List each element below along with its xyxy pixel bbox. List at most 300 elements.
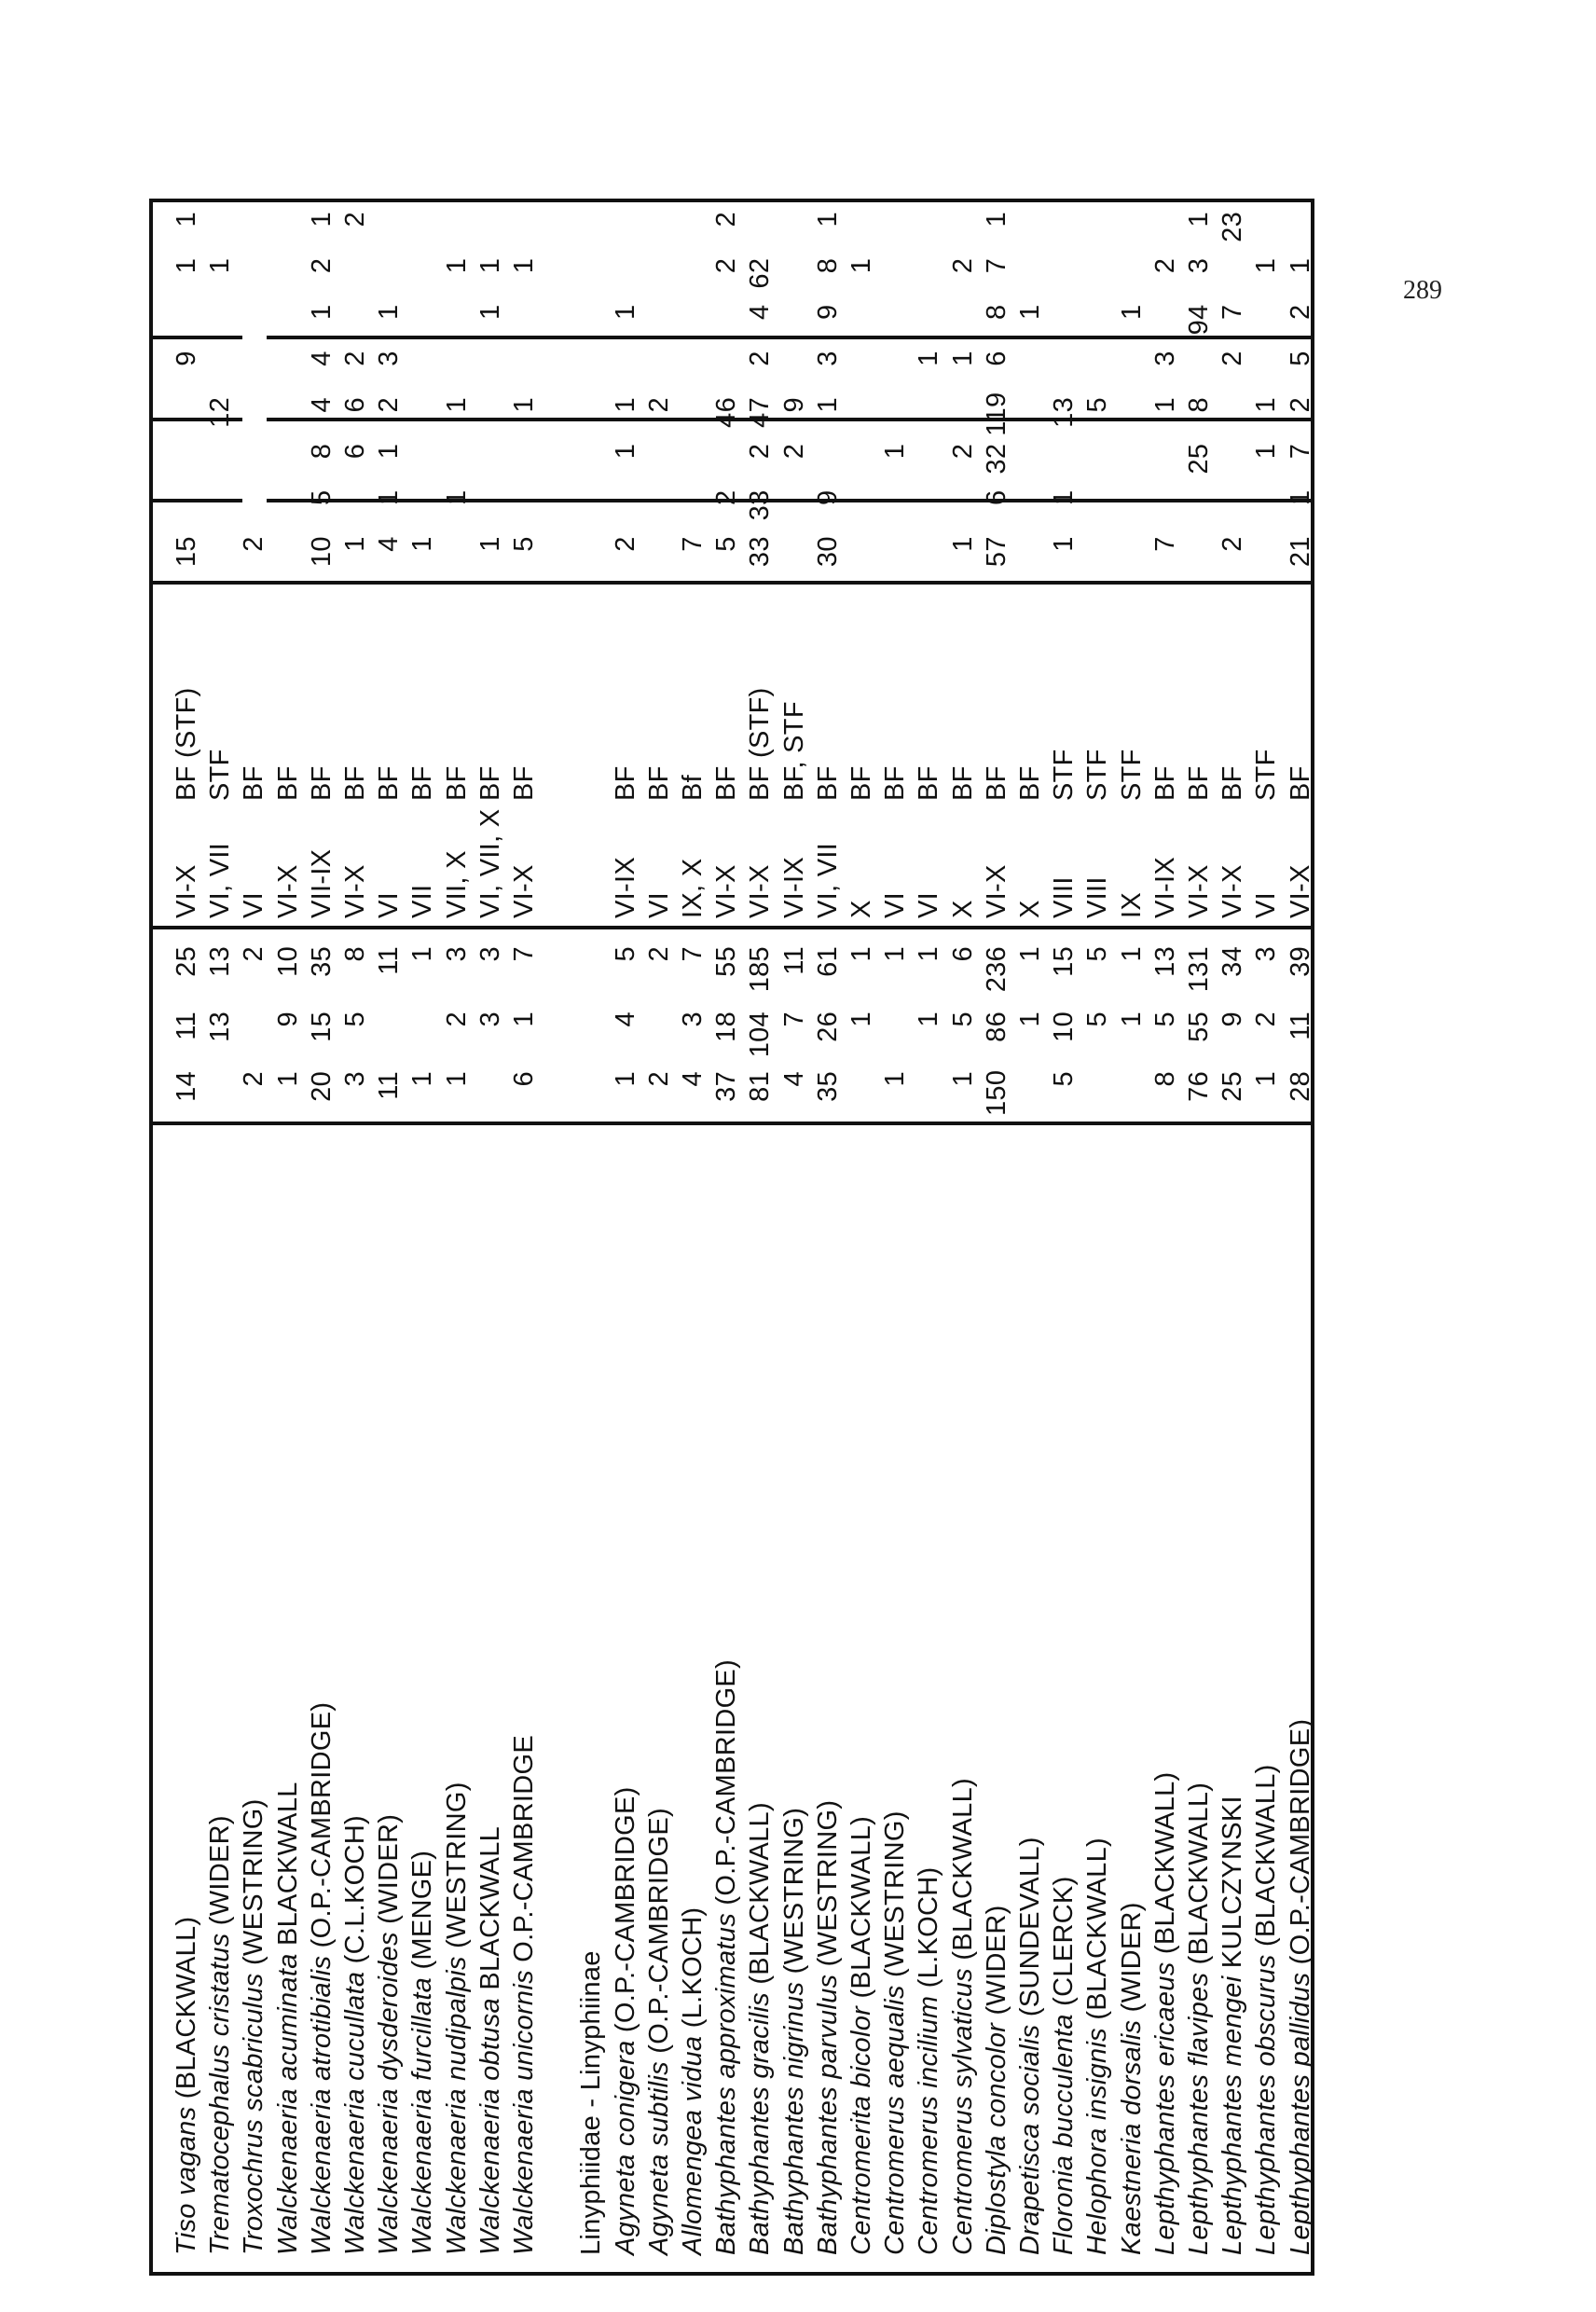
table-cell-col-10: 1 xyxy=(374,304,405,320)
table-row xyxy=(946,202,980,2272)
table-cell-col-4: BF xyxy=(407,765,438,801)
table-cell-col-0: 1 xyxy=(610,1071,640,1087)
species-name xyxy=(507,1735,541,2255)
table-cell-col-1: 1 xyxy=(509,1012,539,1027)
species-author: BLACKWALL xyxy=(475,1825,505,1990)
species-binomial: Agyneta conigera xyxy=(610,2040,640,2255)
table-cell-col-11: 1 xyxy=(205,257,236,274)
table-cell-col-3: VI-IX xyxy=(610,857,640,918)
table-cell-col-3: VI, VII xyxy=(812,842,843,918)
table-cell-col-8: 1 xyxy=(610,397,640,413)
table-cell-col-4: STF xyxy=(1049,749,1080,801)
table-cell-col-3: VI-X xyxy=(1184,864,1214,918)
table-row xyxy=(1115,202,1149,2272)
species-name xyxy=(676,1907,709,2255)
table-row xyxy=(878,202,912,2272)
species-author: (BLACKWALL) xyxy=(947,1778,978,1961)
species-binomial: Lepthyphantes obscurus xyxy=(1251,1954,1282,2255)
table-cell-col-4: BF xyxy=(947,765,978,801)
table-cell-col-3: VI-X xyxy=(509,864,539,918)
species-binomial: Diplostyla concolor xyxy=(981,2022,1011,2255)
table-row xyxy=(507,202,541,2272)
table-cell-col-11: 1 xyxy=(172,257,201,274)
table-cell-col-2: 1 xyxy=(1116,946,1147,962)
species-binomial: Centromerus sylvaticus xyxy=(947,1968,978,2255)
table-cell-col-10: 9 xyxy=(812,304,843,320)
species-author: (BLACKWALL) xyxy=(1149,1771,1180,1955)
table-row xyxy=(1080,202,1114,2272)
table-cell-col-1: 3 xyxy=(475,1012,505,1027)
table-cell-col-11: 1 xyxy=(475,257,505,274)
table-cell-col-6: 5 xyxy=(306,489,337,505)
table-cell-col-0: 25 xyxy=(1218,1071,1248,1102)
table-cell-col-3: VI xyxy=(914,892,944,918)
table-row xyxy=(440,202,474,2272)
species-author: (WESTRING) xyxy=(441,1782,472,1948)
table-cell-col-12: 1 xyxy=(306,212,337,227)
species-binomial: Lepthyphantes flavipes xyxy=(1184,1972,1214,2255)
species-name xyxy=(845,1816,878,2255)
table-cell-col-2: 1 xyxy=(880,946,911,962)
table-row xyxy=(845,202,878,2272)
table-cell-col-4: STF xyxy=(205,749,236,801)
table-cell-col-3: IX xyxy=(1116,892,1147,918)
table-row xyxy=(541,202,574,2272)
table-cell-col-6: 2 xyxy=(711,489,742,505)
table-cell-col-0: 6 xyxy=(509,1071,539,1087)
table-cell-col-7: 1 xyxy=(374,443,405,460)
table-cell-col-4: Bf xyxy=(678,775,708,801)
species-name xyxy=(474,1826,507,2255)
table-cell-col-7: 1 xyxy=(880,443,911,460)
table-cell-col-10: 1 xyxy=(1116,304,1147,320)
table-cell-col-3: VIII xyxy=(1082,876,1113,918)
species-binomial: Kaestneria dorsalis xyxy=(1116,2019,1147,2255)
table-cell-col-4: BF xyxy=(1015,765,1045,801)
table-cell-col-0: 28 xyxy=(1285,1071,1315,1102)
table-cell-col-5: 21 xyxy=(1285,536,1315,568)
table-cell-col-1: 13 xyxy=(205,1012,236,1042)
table-cell-col-11: 2 xyxy=(711,257,742,274)
table-cell-col-10: 94 xyxy=(1184,304,1214,336)
table-cell-col-4: BF xyxy=(1218,765,1248,801)
table-row xyxy=(980,202,1013,2272)
table-cell-col-0: 1 xyxy=(1251,1071,1282,1087)
table-cell-col-8: 8 xyxy=(1184,397,1214,413)
table-cell-col-10: 7 xyxy=(1218,304,1248,320)
species-table xyxy=(149,199,1314,2276)
table-cell-col-3: VI-X xyxy=(172,864,201,918)
table-cell-col-3: VIII xyxy=(1049,876,1080,918)
table-cell-col-9: 6 xyxy=(981,351,1011,366)
table-row xyxy=(1013,202,1047,2272)
species-name xyxy=(1216,1796,1249,2255)
table-cell-col-0: 11 xyxy=(374,1071,405,1100)
table-cell-col-9: 2 xyxy=(745,351,776,366)
species-name xyxy=(609,1786,642,2255)
species-name xyxy=(1284,1719,1317,2255)
table-cell-col-2: 10 xyxy=(272,946,303,977)
table-cell-col-2: 13 xyxy=(205,946,236,977)
table-row xyxy=(305,202,338,2272)
table-cell-col-2: 5 xyxy=(1082,946,1113,962)
table-cell-col-0: 1 xyxy=(407,1071,438,1087)
table-cell-col-0: 35 xyxy=(812,1071,843,1102)
table-cell-col-8: 2 xyxy=(374,397,405,413)
table-cell-col-8: 1 xyxy=(441,397,472,413)
species-name xyxy=(338,1815,372,2255)
table-cell-col-7: 32 xyxy=(981,443,1011,475)
table-cell-col-6: 1 xyxy=(1049,489,1080,505)
species-name xyxy=(777,1808,811,2255)
table-cell-col-0: 76 xyxy=(1184,1071,1214,1102)
table-cell-col-2: 39 xyxy=(1285,946,1315,977)
table-cell-col-2: 6 xyxy=(947,946,978,962)
species-author: (WESTRING) xyxy=(880,1810,911,1977)
table-cell-col-3: X xyxy=(846,900,876,918)
table-row xyxy=(811,202,845,2272)
species-author: (WESTRING) xyxy=(239,1798,269,1966)
species-name xyxy=(170,1917,203,2255)
table-row xyxy=(203,202,237,2272)
table-cell-col-1: 5 xyxy=(947,1012,978,1027)
family-heading: Linyphiidae - Linyphiinae xyxy=(576,1950,607,2255)
table-cell-col-4: BF xyxy=(272,765,303,801)
table-cell-col-11: 1 xyxy=(846,257,876,274)
table-cell-col-2: 1 xyxy=(407,946,438,962)
species-author: (BLACKWALL) xyxy=(172,1916,201,2099)
species-name xyxy=(574,1950,608,2255)
table-row xyxy=(609,202,642,2272)
table-cell-col-5: 1 xyxy=(407,536,438,552)
table-row xyxy=(372,202,406,2272)
table-cell-col-5: 2 xyxy=(610,536,640,552)
table-cell-col-1: 1 xyxy=(1116,1012,1147,1027)
table-cell-col-6: 6 xyxy=(981,489,1011,505)
species-binomial: Bathyphantes gracilis xyxy=(745,1992,776,2255)
table-cell-col-0: 1 xyxy=(272,1071,303,1087)
table-cell-col-2: 2 xyxy=(239,946,269,962)
table-cell-col-2: 61 xyxy=(812,946,843,977)
table-cell-col-3: VI-X xyxy=(981,864,1011,918)
table-cell-col-8: 12 xyxy=(205,397,236,428)
table-cell-col-6: 1 xyxy=(441,489,472,505)
table-cell-col-2: 15 xyxy=(1049,946,1080,977)
table-cell-col-2: 3 xyxy=(475,946,505,962)
species-author: (BLACKWALL) xyxy=(745,1802,776,1985)
table-cell-col-7: 1 xyxy=(1251,443,1282,460)
table-row xyxy=(170,202,203,2272)
table-cell-col-2: 35 xyxy=(306,946,337,977)
table-cell-col-10: 8 xyxy=(981,304,1011,320)
table-row xyxy=(406,202,439,2272)
table-cell-col-1: 1 xyxy=(1015,1012,1045,1027)
table-cell-col-2: 185 xyxy=(745,946,776,993)
species-author: (O.P.-CAMBRIDGE) xyxy=(306,1701,337,1948)
table-cell-col-4: BF xyxy=(880,765,911,801)
species-author: KULCZYNSKI xyxy=(1218,1796,1248,1969)
species-author: (WESTRING) xyxy=(812,1799,843,1967)
species-name xyxy=(1182,1782,1216,2255)
species-binomial: Troxochrus scabriculus xyxy=(239,1973,269,2255)
table-cell-col-2: 55 xyxy=(711,946,742,977)
species-name xyxy=(305,1702,338,2255)
species-binomial: Walckenaeria atrotibialis xyxy=(306,1955,337,2255)
species-author: (BLACKWALL) xyxy=(1184,1782,1214,1965)
table-cell-col-5: 1 xyxy=(1049,536,1080,552)
table-cell-col-4: BF xyxy=(340,765,370,801)
table-cell-col-3: VI-X xyxy=(1218,864,1248,918)
species-author: (WIDER) xyxy=(374,1813,405,1924)
table-cell-col-4: BF xyxy=(1184,765,1214,801)
species-author: (WIDER) xyxy=(1116,1902,1147,2013)
table-cell-col-12: 23 xyxy=(1218,212,1248,242)
table-row xyxy=(474,202,507,2272)
species-author: (MENGE) xyxy=(407,1850,438,1970)
species-binomial: Walckenaeria dysderoides xyxy=(374,1932,405,2255)
table-cell-col-11: 1 xyxy=(441,257,472,274)
species-binomial: Centromerita bicolor xyxy=(846,2005,876,2255)
table-cell-col-3: VI xyxy=(1251,892,1282,918)
table-cell-col-1: 55 xyxy=(1184,1012,1214,1042)
species-binomial: Walckenaeria acuminata xyxy=(272,1953,303,2255)
table-cell-col-3: VI-X xyxy=(745,864,776,918)
table-cell-col-9: 1 xyxy=(914,351,944,366)
table-cell-col-3: VI-IX xyxy=(1149,857,1180,918)
table-cell-col-2: 25 xyxy=(172,946,201,977)
table-cell-col-0: 4 xyxy=(778,1071,809,1087)
table-cell-col-2: 11 xyxy=(778,946,809,975)
table-cell-col-1: 86 xyxy=(981,1012,1011,1042)
species-name xyxy=(1149,1771,1182,2255)
table-cell-col-1: 11 xyxy=(172,1012,201,1040)
species-binomial: Floronia bucculenta xyxy=(1049,2014,1080,2255)
species-author: (WESTRING) xyxy=(778,1807,809,1975)
table-cell-col-2: 236 xyxy=(981,946,1011,993)
species-name xyxy=(372,1814,406,2255)
table-cell-col-9: 1 xyxy=(947,351,978,366)
table-row xyxy=(709,202,743,2272)
table-cell-col-5: 7 xyxy=(1149,536,1180,552)
table-cell-col-5: 33 xyxy=(745,536,776,568)
species-name xyxy=(980,1905,1013,2255)
table-cell-col-1: 104 xyxy=(745,1012,776,1058)
table-cell-col-4: BF xyxy=(475,765,505,801)
table-cell-col-1: 2 xyxy=(1251,1012,1282,1027)
species-name xyxy=(642,1808,676,2255)
species-binomial: Walckenaeria cucullata xyxy=(340,1971,370,2255)
table-cell-col-10: 1 xyxy=(1015,304,1045,320)
table-cell-col-0: 150 xyxy=(981,1069,1011,1116)
species-name xyxy=(1115,1902,1149,2255)
table-cell-col-5: 2 xyxy=(239,536,269,552)
table-cell-col-3: VI xyxy=(374,892,405,918)
table-cell-col-12: 1 xyxy=(812,212,843,227)
table-cell-col-9: 3 xyxy=(374,351,405,366)
table-cell-col-10: 4 xyxy=(745,304,776,320)
species-binomial: Tiso vagans xyxy=(172,2106,201,2255)
table-cell-col-2: 11 xyxy=(374,946,405,975)
table-cell-col-5: 57 xyxy=(981,536,1011,568)
table-cell-col-3: VI-X xyxy=(1285,864,1315,918)
table-row xyxy=(1249,202,1283,2272)
table-cell-col-3: VII, X xyxy=(441,850,472,918)
table-cell-col-0: 1 xyxy=(947,1071,978,1087)
table-cell-col-8: 46 xyxy=(711,397,742,428)
species-binomial: Centromerus aequalis xyxy=(880,1985,911,2255)
table-cell-col-4: BF xyxy=(812,765,843,801)
table-cell-col-2: 7 xyxy=(509,946,539,962)
table-cell-col-10: 1 xyxy=(475,304,505,320)
table-cell-col-4: BF, STF xyxy=(778,701,809,801)
table-cell-col-4: BF xyxy=(914,765,944,801)
table-cell-col-5: 1 xyxy=(340,536,370,552)
table-cell-col-11: 1 xyxy=(1285,257,1315,274)
table-cell-col-0: 14 xyxy=(172,1071,201,1102)
species-name xyxy=(203,1815,237,2255)
table-cell-col-1: 11 xyxy=(1285,1012,1315,1040)
table-cell-col-2: 1 xyxy=(914,946,944,962)
table-cell-col-8: 2 xyxy=(643,397,674,413)
table-cell-col-3: VI-X xyxy=(272,864,303,918)
table-cell-col-5: 5 xyxy=(509,536,539,552)
table-cell-col-11: 62 xyxy=(745,257,776,289)
table-cell-col-12: 1 xyxy=(1184,212,1214,227)
table-cell-col-1: 5 xyxy=(340,1012,370,1027)
table-cell-col-4: BF (STF) xyxy=(172,687,201,801)
table-cell-col-9: 3 xyxy=(812,351,843,366)
table-cell-col-1: 26 xyxy=(812,1012,843,1042)
table-cell-col-8: 119 xyxy=(981,392,1011,436)
table-cell-col-0: 2 xyxy=(239,1071,269,1087)
table-cell-col-8: 2 xyxy=(1285,397,1315,413)
table-cell-col-8: 13 xyxy=(1049,397,1080,428)
table-cell-col-2: 2 xyxy=(643,946,674,962)
table-cell-col-4: BF (STF) xyxy=(745,687,776,801)
species-binomial: Walckenaeria furcillata xyxy=(407,1976,438,2255)
table-cell-col-12: 2 xyxy=(711,212,742,227)
table-cell-col-7: 2 xyxy=(745,443,776,460)
species-name xyxy=(743,1802,777,2255)
species-name xyxy=(1080,1837,1114,2255)
table-cell-col-9: 2 xyxy=(1218,351,1248,366)
table-cell-col-4: BF xyxy=(846,765,876,801)
table-cell-col-3: IX, X xyxy=(678,858,708,918)
species-binomial: Helophora insignis xyxy=(1082,2028,1113,2255)
species-name xyxy=(1249,1764,1283,2255)
species-binomial: Centromerus incilium xyxy=(914,1995,944,2255)
table-cell-col-3: VII xyxy=(407,884,438,918)
table-cell-col-2: 8 xyxy=(340,946,370,962)
table-cell-col-3: VI, VII xyxy=(205,842,236,918)
table-cell-col-6: 9 xyxy=(812,489,843,505)
table-cell-col-9: 3 xyxy=(1149,351,1180,366)
table-cell-col-5: 1 xyxy=(475,536,505,552)
species-binomial: Bathyphantes approximatus xyxy=(711,1913,742,2255)
table-cell-col-10: 1 xyxy=(306,304,337,320)
table-cell-col-7: 2 xyxy=(947,443,978,460)
table-cell-col-5: 7 xyxy=(678,536,708,552)
table-cell-col-11: 2 xyxy=(306,257,337,274)
species-author: O.P.-CAMBRIDGE xyxy=(509,1735,539,1962)
table-cell-col-8: 6 xyxy=(340,397,370,413)
table-cell-col-4: BF xyxy=(509,765,539,801)
species-author: (L.KOCH) xyxy=(678,1906,708,2029)
table-cell-col-0: 81 xyxy=(745,1071,776,1102)
table-cell-col-1: 3 xyxy=(678,1012,708,1027)
table-cell-col-3: VI, VII, X xyxy=(475,808,505,918)
table-cell-col-8: 1 xyxy=(812,397,843,413)
table-cell-col-3: VI-X xyxy=(711,864,742,918)
table-row xyxy=(271,202,305,2272)
table-row xyxy=(777,202,811,2272)
species-name xyxy=(912,1867,945,2255)
species-binomial: Allomengea vidua xyxy=(678,2035,708,2255)
page-number: 289 xyxy=(1403,276,1442,305)
table-cell-col-4: BF xyxy=(374,765,405,801)
species-author: (WIDER) xyxy=(981,1905,1011,2016)
table-cell-col-1: 9 xyxy=(272,1012,303,1027)
species-author: (O.P.-CAMBRIDGE) xyxy=(643,1808,674,2054)
species-author: (C.L.KOCH) xyxy=(340,1815,370,1964)
table-cell-col-11: 7 xyxy=(981,257,1011,274)
species-author: (L.KOCH) xyxy=(914,1866,944,1989)
species-author: (WIDER) xyxy=(205,1815,236,1926)
table-cell-col-2: 13 xyxy=(1149,946,1180,977)
table-cell-col-0: 2 xyxy=(643,1071,674,1087)
species-binomial: Drapetisca socialis xyxy=(1015,2024,1045,2255)
table-cell-col-3: X xyxy=(1015,900,1045,918)
table-cell-col-0: 3 xyxy=(340,1071,370,1087)
species-author: (O.P.-CAMBRIDGE) xyxy=(711,1658,742,1906)
table-cell-col-3: VII-IX xyxy=(306,848,337,918)
table-row xyxy=(237,202,270,2272)
table-row xyxy=(1047,202,1080,2272)
table-cell-col-5: 15 xyxy=(172,536,201,568)
species-name xyxy=(271,1782,305,2255)
table-cell-col-1: 18 xyxy=(711,1012,742,1042)
table-cell-col-8: 4 xyxy=(306,397,337,413)
species-name xyxy=(440,1782,474,2255)
table-cell-col-2: 3 xyxy=(441,946,472,962)
table-cell-col-4: BF xyxy=(711,765,742,801)
table-cell-col-9: 2 xyxy=(340,351,370,366)
species-author: (SUNDEVALL) xyxy=(1015,1837,1045,2017)
table-cell-col-5: 10 xyxy=(306,536,337,568)
table-cell-col-3: VI-X xyxy=(340,864,370,918)
table-cell-col-7: 8 xyxy=(306,443,337,460)
table-cell-col-9: 9 xyxy=(172,351,201,366)
table-row xyxy=(743,202,777,2272)
table-cell-col-7: 1 xyxy=(610,443,640,460)
species-binomial: Walckenaeria unicornis xyxy=(509,1970,539,2255)
species-author: (CLERCK) xyxy=(1049,1876,1080,2006)
table-cell-col-10: 2 xyxy=(1285,304,1315,320)
table-cell-col-2: 5 xyxy=(610,946,640,962)
species-name xyxy=(406,1851,439,2255)
table-cell-col-5: 4 xyxy=(374,536,405,552)
table-cell-col-11: 2 xyxy=(1149,257,1180,274)
table-cell-col-11: 3 xyxy=(1184,257,1214,274)
species-binomial: Lepthyphantes pallidus xyxy=(1285,1972,1315,2255)
table-cell-col-4: BF xyxy=(1149,765,1180,801)
table-cell-col-3: VI xyxy=(643,892,674,918)
table-cell-col-11: 8 xyxy=(812,257,843,274)
table-cell-col-6: 1 xyxy=(1285,489,1315,505)
species-author: (BLACKWALL) xyxy=(1251,1764,1282,1947)
table-cell-col-1: 4 xyxy=(610,1012,640,1027)
table-cell-col-9: 5 xyxy=(1285,351,1315,366)
